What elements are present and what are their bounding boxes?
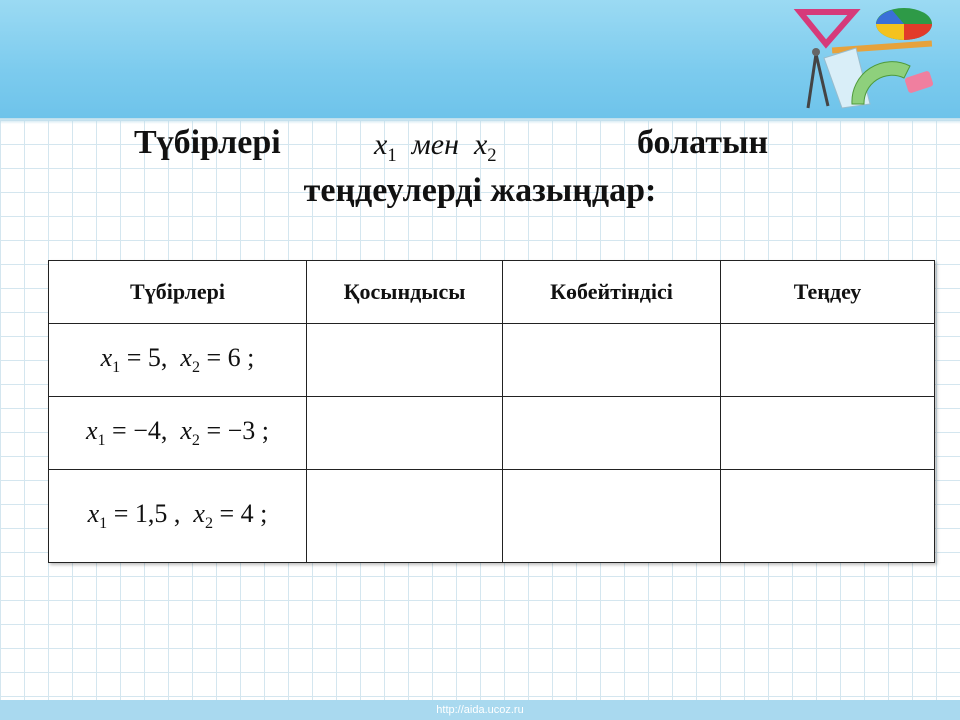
x2-value: = −3 ; [199, 415, 270, 445]
x2-value: = 4 ; [213, 498, 268, 528]
sum-cell [307, 470, 503, 563]
heading-var-x1: x [374, 128, 388, 161]
var-x1: x [87, 498, 100, 528]
sum-cell [307, 324, 503, 397]
x2-value: = 6 ; [200, 342, 255, 372]
sum-cell [307, 397, 503, 470]
header-equation: Теңдеу [721, 261, 935, 324]
var-x1: x [85, 415, 98, 445]
var-x1: x [100, 342, 113, 372]
heading-var-x2: x [473, 128, 488, 161]
var-x2: x [193, 498, 205, 528]
heading-line-2: теңдеулерді жазыңдар: [303, 172, 657, 209]
roots-cell [49, 324, 307, 397]
product-cell [503, 470, 721, 563]
header-product: Көбейтіндісі [503, 261, 721, 324]
table-row [49, 324, 935, 397]
var-x2: x [180, 342, 192, 372]
roots-table [48, 260, 935, 563]
sub-1: 1 [99, 515, 108, 533]
sub-1: 1 [112, 359, 121, 377]
table-header-row [49, 261, 935, 324]
heading-formula [374, 128, 497, 167]
product-cell [503, 397, 721, 470]
var-x2: x [180, 415, 192, 445]
sub-2: 2 [191, 359, 200, 377]
sub-2: 2 [204, 515, 213, 533]
heading-sub-2: 2 [487, 145, 497, 166]
roots-cell [49, 397, 307, 470]
sub-1: 1 [97, 432, 106, 450]
heading-connector: мен [411, 128, 459, 161]
roots-cell [49, 470, 307, 563]
heading-line-1 [0, 120, 960, 170]
heading-word-being: болатын [637, 124, 769, 161]
heading-sub-1: 1 [387, 145, 397, 166]
table-row [49, 397, 935, 470]
footer-url: http://aida.ucoz.ru [436, 704, 524, 716]
geometry-tools-icon [792, 4, 942, 112]
product-cell [503, 324, 721, 397]
x1-value: = −4, [105, 415, 168, 445]
equation-cell [721, 324, 935, 397]
table-row [49, 470, 935, 563]
footer-banner [0, 700, 960, 720]
header-roots: Түбірлері [49, 261, 307, 324]
heading-word-roots: Түбірлері [134, 124, 281, 161]
header-sum: Қосындысы [307, 261, 503, 324]
equation-cell [721, 470, 935, 563]
x1-value: = 1,5 , [107, 498, 181, 528]
sub-2: 2 [191, 432, 200, 450]
equation-cell [721, 397, 935, 470]
x1-value: = 5, [120, 342, 168, 372]
